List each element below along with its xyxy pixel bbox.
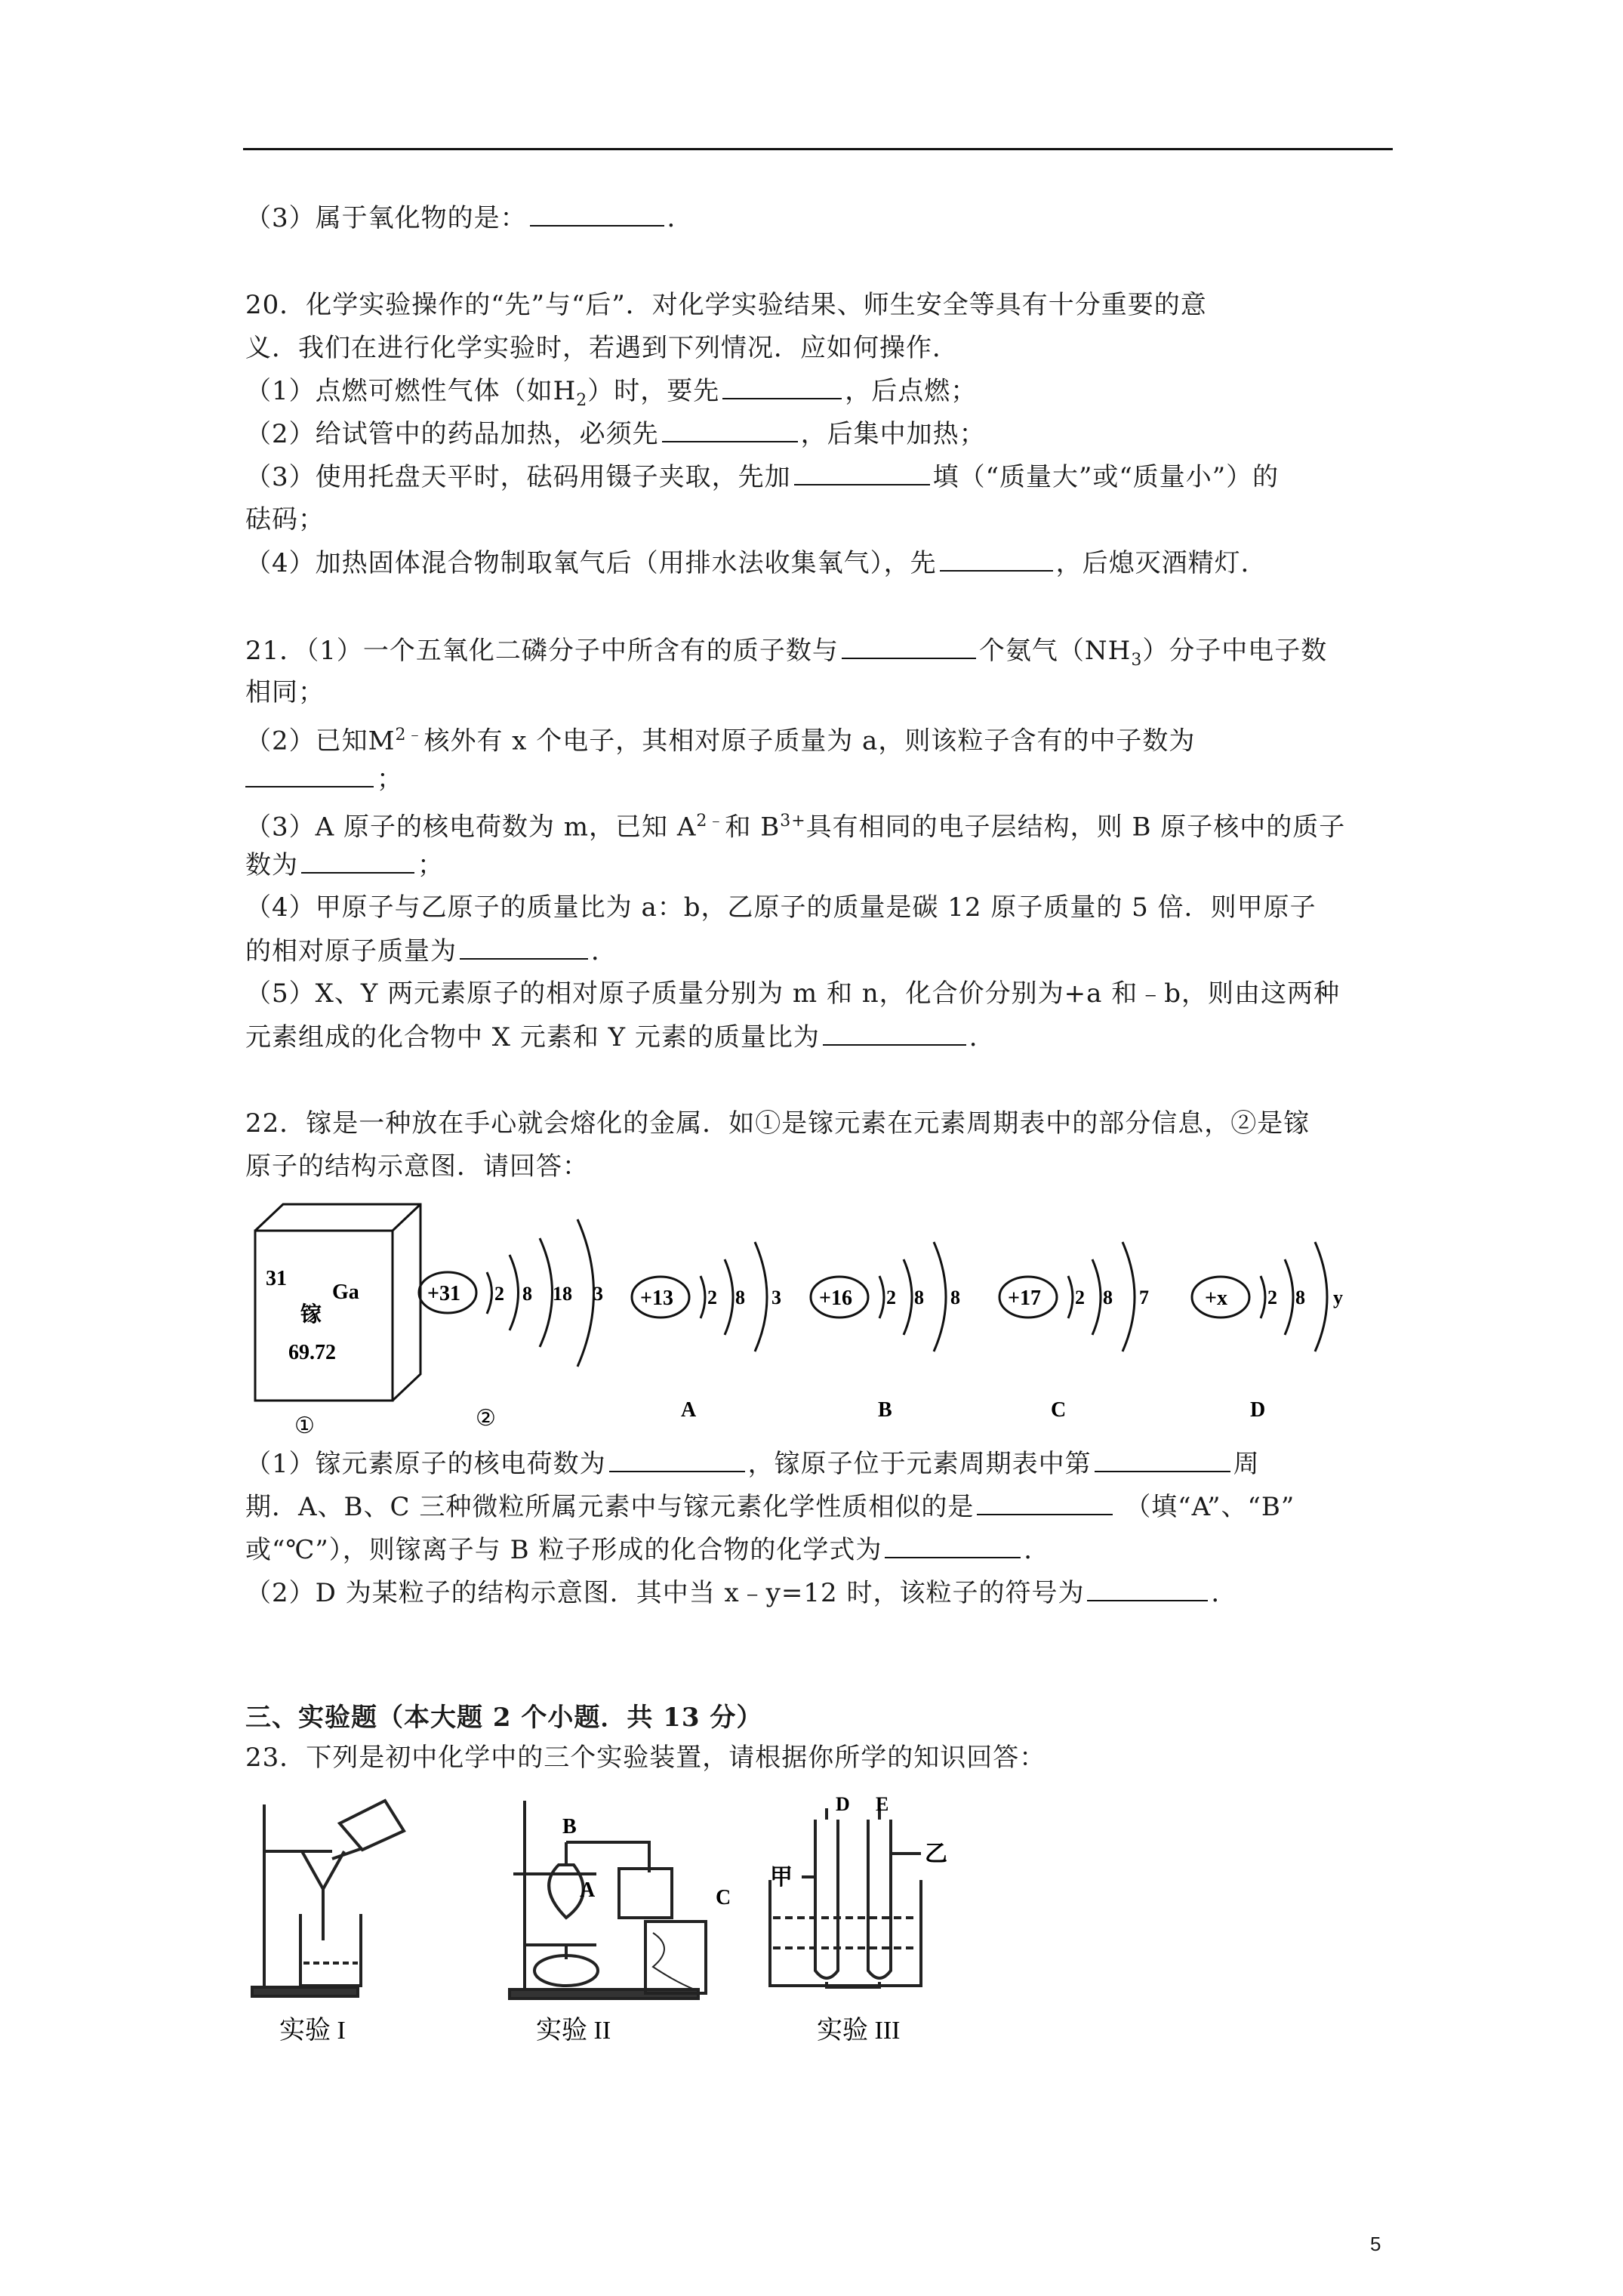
experiment-3-label-E: E xyxy=(876,1793,889,1815)
q21-part2-cont: ； xyxy=(245,763,403,794)
q22-intro-line1: 22．镓是一种放在手心就会熔化的金属．如①是镓元素在元素周期表中的部分信息，②是镓 xyxy=(245,1108,1310,1139)
svg-text:2: 2 xyxy=(1075,1287,1085,1308)
experiment-3-electrolysis xyxy=(770,1808,921,1987)
q20-part3-cont: 砝码； xyxy=(245,504,325,535)
svg-text:2: 2 xyxy=(707,1287,717,1308)
particle-A-diagram xyxy=(632,1242,781,1422)
svg-text:A: A xyxy=(681,1398,697,1422)
experiment-2-heating xyxy=(510,1801,706,1999)
svg-text:7: 7 xyxy=(1139,1287,1149,1308)
svg-text:+31: +31 xyxy=(427,1282,460,1305)
q20-intro-line2: 义．我们在进行化学实验时，若遇到下列情况．应如何操作． xyxy=(245,333,959,363)
q22-intro-line2: 原子的结构示意图．请回答： xyxy=(245,1151,589,1182)
q21-part1-cont: 相同； xyxy=(245,677,325,707)
q21-part2: （2）已知$M^{2﹣}$核外有 x 个电子，其相对原子质量为 a，则该粒子含有的中子数为 xyxy=(245,726,1196,757)
svg-text:8: 8 xyxy=(950,1287,960,1308)
page-number: 5 xyxy=(1370,2233,1381,2255)
gallium-atom-figure xyxy=(242,1200,1374,1435)
experiment-3-label-jia: 甲 xyxy=(770,1865,793,1890)
experiment-2-label-A: A xyxy=(580,1878,596,1902)
figure-label-1: ① xyxy=(294,1413,315,1435)
svg-text:D: D xyxy=(1250,1398,1266,1422)
q20-part2: （2）给试管中的药品加热，必须先 ，后集中加热； xyxy=(245,419,986,449)
svg-text:B: B xyxy=(878,1398,892,1422)
svg-text:y: y xyxy=(1333,1287,1343,1308)
experiment-1-filtration xyxy=(252,1801,404,1996)
q20-intro-line1: 20．化学实验操作的“先”与“后”．对化学实验结果、师生安全等具有十分重要的意 xyxy=(245,290,1207,320)
atomic-mass: 69.72 xyxy=(288,1341,336,1364)
svg-text:C: C xyxy=(1051,1398,1067,1422)
experiment-2-label-C: C xyxy=(716,1886,731,1909)
q22-part1-cont2: 或“℃”），则镓离子与 B 粒子形成的化合物的化学式为 ． xyxy=(245,1535,1051,1565)
svg-text:3: 3 xyxy=(593,1283,603,1305)
svg-text:+13: +13 xyxy=(640,1287,673,1310)
q20-part3: （3）使用托盘天平时，砝码用镊子夹取，先加 填（“质量大”或“质量小”）的 xyxy=(245,462,1280,492)
svg-text:+x: +x xyxy=(1205,1287,1227,1310)
svg-text:+16: +16 xyxy=(819,1287,852,1310)
svg-text:8: 8 xyxy=(1295,1287,1305,1308)
svg-text:2: 2 xyxy=(886,1287,896,1308)
experiment-2-label: 实验 II xyxy=(536,2017,611,2045)
atomic-number: 31 xyxy=(266,1267,287,1290)
q20-part1: （1）点燃可燃性气体（如$H_2$）时，要先 ，后点燃； xyxy=(245,376,978,410)
svg-text:8: 8 xyxy=(522,1283,532,1305)
gallium-atom-diagram xyxy=(419,1219,603,1367)
q22-part1: （1）镓元素原子的核电荷数为 ，镓原子位于元素周期表中第 周 xyxy=(245,1449,1260,1479)
q19-part3: （3）属于氧化物的是： ． xyxy=(245,203,694,233)
q20-part4: （4）加热固体混合物制取氧气后（用排水法收集氧气），先 ，后熄灭酒精灯． xyxy=(245,548,1267,578)
figure-label-2: ② xyxy=(476,1406,496,1431)
q21-part1: 21．（1）一个五氧化二磷分子中所含有的质子数与 个氨气$(NH_3)$分子中电子数 xyxy=(245,636,1328,670)
q21-part5-cont: 元素组成的化合物中 X 元素和 Y 元素的质量比为 ． xyxy=(245,1022,996,1052)
q21-part4: （4）甲原子与乙原子的质量比为 a：b，乙原子的质量是碳 12 原子质量的 5 倍．则甲原子 xyxy=(245,892,1317,923)
experiment-3-label-yi: 乙 xyxy=(925,1841,947,1866)
svg-text:8: 8 xyxy=(1103,1287,1113,1308)
particle-B-diagram xyxy=(811,1242,960,1422)
experiment-3-label-D: D xyxy=(836,1793,850,1815)
svg-text:2: 2 xyxy=(1267,1287,1277,1308)
element-name: 镓 xyxy=(300,1303,322,1327)
particle-C-diagram xyxy=(999,1242,1149,1422)
experiment-2-label-B: B xyxy=(562,1815,577,1838)
q22-part1-cont: 期．A、B、C 三种微粒所属元素中与镓元素化学性质相似的是 （填“A”、“B” xyxy=(245,1492,1295,1522)
q22-part2: （2）D 为某粒子的结构示意图．其中当 x﹣y=12 时，该粒子的符号为 ． xyxy=(245,1578,1238,1608)
header-rule xyxy=(243,148,1393,150)
section3-heading: 三、实验题（本大题 2 个小题．共 13 分） xyxy=(245,1703,763,1733)
q23-intro: 23．下列是初中化学中的三个实验装置，请根据你所学的知识回答： xyxy=(245,1743,1046,1773)
svg-text:18: 18 xyxy=(553,1283,572,1305)
element-symbol: Ga xyxy=(332,1281,359,1304)
experiment-3-label: 实验 III xyxy=(817,2017,901,2045)
experiment-1-label: 实验 I xyxy=(279,2017,346,2045)
svg-text:8: 8 xyxy=(914,1287,924,1308)
svg-text:8: 8 xyxy=(735,1287,745,1308)
q21-part3: （3）A 原子的核电荷数为 m，已知 $A^{2﹣}$和 $B^{3+}$具有相同的电子层结构，则 B 原子核中的质子 xyxy=(245,812,1346,843)
q21-part4-cont: 的相对原子质量为 ． xyxy=(245,936,617,966)
svg-text:2: 2 xyxy=(494,1283,504,1305)
experiment-apparatus-figure xyxy=(242,1789,1087,2046)
particle-D-diagram xyxy=(1192,1242,1343,1422)
q21-part5: （5）X、Y 两元素原子的相对原子质量分别为 m 和 n，化合价分别为+a 和﹣b，则由这两种 xyxy=(245,978,1340,1009)
q21-part3-cont: 数为 ； xyxy=(245,850,444,880)
svg-text:+17: +17 xyxy=(1008,1287,1041,1310)
svg-text:3: 3 xyxy=(771,1287,781,1308)
